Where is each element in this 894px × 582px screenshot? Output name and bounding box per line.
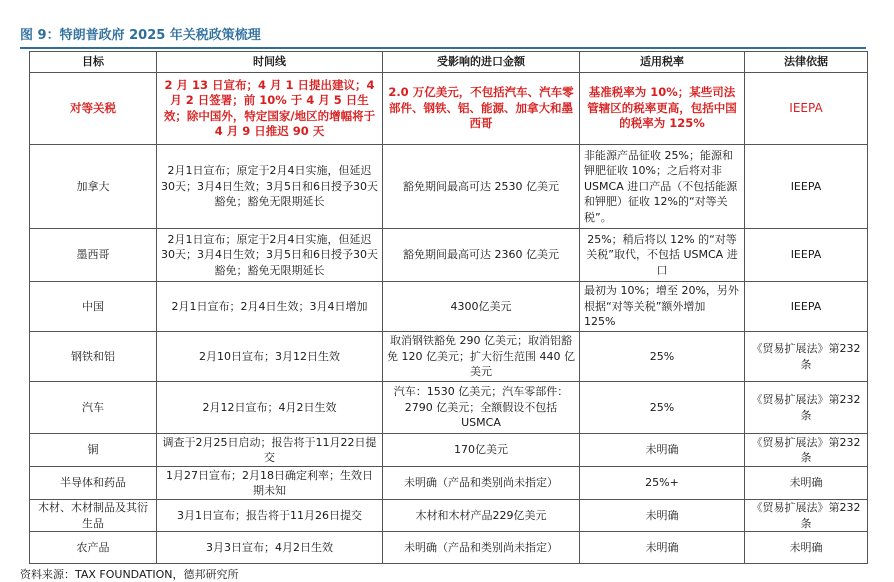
cell-imports: 取消钢铁豁免 290 亿美元；取消铝豁免 120 亿美元；扩大衍生范围 440 亿美元: [383, 332, 580, 382]
header-timeline: 时间线: [157, 52, 383, 73]
table-row: [30, 282, 868, 332]
header-law: 法律依据: [745, 52, 868, 73]
cell-timeline: 2月1日宣布；原定于2月4日实施，但延迟30天；3月4日生效；3月5日和6日授予30天豁免；豁免无限期延长: [157, 229, 383, 282]
cell-imports: 未明确（产品和类别尚未指定）: [383, 467, 580, 500]
table-row: [30, 500, 868, 532]
table-header-row: [30, 52, 868, 73]
cell-timeline: 3月1日宣布；报告将于11月26日提交: [157, 500, 383, 532]
cell-law: IEEPA: [745, 229, 868, 282]
cell-law: 未明确: [745, 467, 868, 500]
table-row: [30, 467, 868, 500]
cell-imports: 未明确（产品和类别尚未指定）: [383, 532, 580, 564]
cell-law: IEEPA: [745, 145, 868, 229]
cell-timeline: 1月27日宣布；2月18日确定利率；生效日期未知: [157, 467, 383, 500]
cell-imports: 木材和木材产品229亿美元: [383, 500, 580, 532]
cell-imports: 豁免期间最高可达 2530 亿美元: [383, 145, 580, 229]
table-row: [30, 532, 868, 564]
title-underline: [20, 47, 866, 49]
cell-law: 《贸易扩展法》第232条: [745, 382, 868, 434]
cell-target: 加拿大: [30, 145, 157, 229]
cell-timeline: 2月1日宣布；原定于2月4日实施，但延迟30天；3月4日生效；3月5日和6日授予30天豁免；豁免无限期延长: [157, 145, 383, 229]
cell-law: 《贸易扩展法》第232条: [745, 434, 868, 467]
header-imports: 受影响的进口金额: [383, 52, 580, 73]
table-row: [30, 332, 868, 382]
cell-target: 半导体和药品: [30, 467, 157, 500]
cell-rate: 非能源产品征收 25%；能源和钾肥征收 10%；之后将对非 USMCA 进口产品（不包括能源和钾肥）征收 12%的“对等关税”。: [580, 145, 745, 229]
cell-rate: 25%: [580, 332, 745, 382]
cell-target: 木材、木材制品及其衍生品: [30, 500, 157, 532]
cell-rate: 最初为 10%；增至 20%，另外根据“对等关税”额外增加 125%: [580, 282, 745, 332]
header-rate: 适用税率: [580, 52, 745, 73]
cell-timeline: 2 月 13 日宣布；4 月 1 日提出建议；4 月 2 日签署；前 10% 于 4 月 5 日生效；除中国外，特定国家/地区的增幅将于 4 月 9 日推迟 90 天: [157, 73, 383, 145]
cell-timeline: 3月3日宣布；4月2日生效: [157, 532, 383, 564]
cell-rate: 未明确: [580, 434, 745, 467]
figure-title: 图 9：特朗普政府 2025 年关税政策梳理: [20, 28, 261, 43]
cell-law: 《贸易扩展法》第232条: [745, 500, 868, 532]
cell-imports: 汽车：1530 亿美元；汽车零部件：2790 亿美元；全额假设不包括 USMCA: [383, 382, 580, 434]
cell-timeline: 2月1日宣布；2月4日生效；3月4日增加: [157, 282, 383, 332]
cell-target: 钢铁和铝: [30, 332, 157, 382]
cell-law: 《贸易扩展法》第232条: [745, 332, 868, 382]
cell-law: IEEPA: [745, 73, 868, 145]
cell-rate: 未明确: [580, 532, 745, 564]
cell-rate: 25%；稍后将以 12% 的“对等关税”取代，不包括 USMCA 进口: [580, 229, 745, 282]
cell-timeline: 2月10日宣布；3月12日生效: [157, 332, 383, 382]
cell-rate: 基准税率为 10%；某些司法管辖区的税率更高，包括中国的税率为 125%: [580, 73, 745, 145]
cell-target: 墨西哥: [30, 229, 157, 282]
cell-imports: 豁免期间最高可达 2360 亿美元: [383, 229, 580, 282]
source-note: 资料来源：TAX FOUNDATION，德邦研究所: [20, 568, 239, 581]
cell-target: 铜: [30, 434, 157, 467]
table-row: [30, 434, 868, 467]
table-row: [30, 73, 868, 145]
table-row: [30, 229, 868, 282]
cell-timeline: 调查于2月25日启动；报告将于11月22日提交: [157, 434, 383, 467]
header-target: 目标: [30, 52, 157, 73]
cell-law: IEEPA: [745, 282, 868, 332]
table-row: [30, 382, 868, 434]
tariff-policy-table: [29, 51, 868, 564]
cell-rate: 25%+: [580, 467, 745, 500]
cell-imports: 2.0 万亿美元，不包括汽车、汽车零部件、钢铁、铝、能源、加拿大和墨西哥: [383, 73, 580, 145]
cell-timeline: 2月12日宣布；4月2日生效: [157, 382, 383, 434]
cell-rate: 25%: [580, 382, 745, 434]
table-row: [30, 145, 868, 229]
cell-target: 中国: [30, 282, 157, 332]
cell-law: 未明确: [745, 532, 868, 564]
cell-imports: 170亿美元: [383, 434, 580, 467]
cell-imports: 4300亿美元: [383, 282, 580, 332]
cell-target: 汽车: [30, 382, 157, 434]
cell-target: 农产品: [30, 532, 157, 564]
cell-target: 对等关税: [30, 73, 157, 145]
cell-rate: 未明确: [580, 500, 745, 532]
